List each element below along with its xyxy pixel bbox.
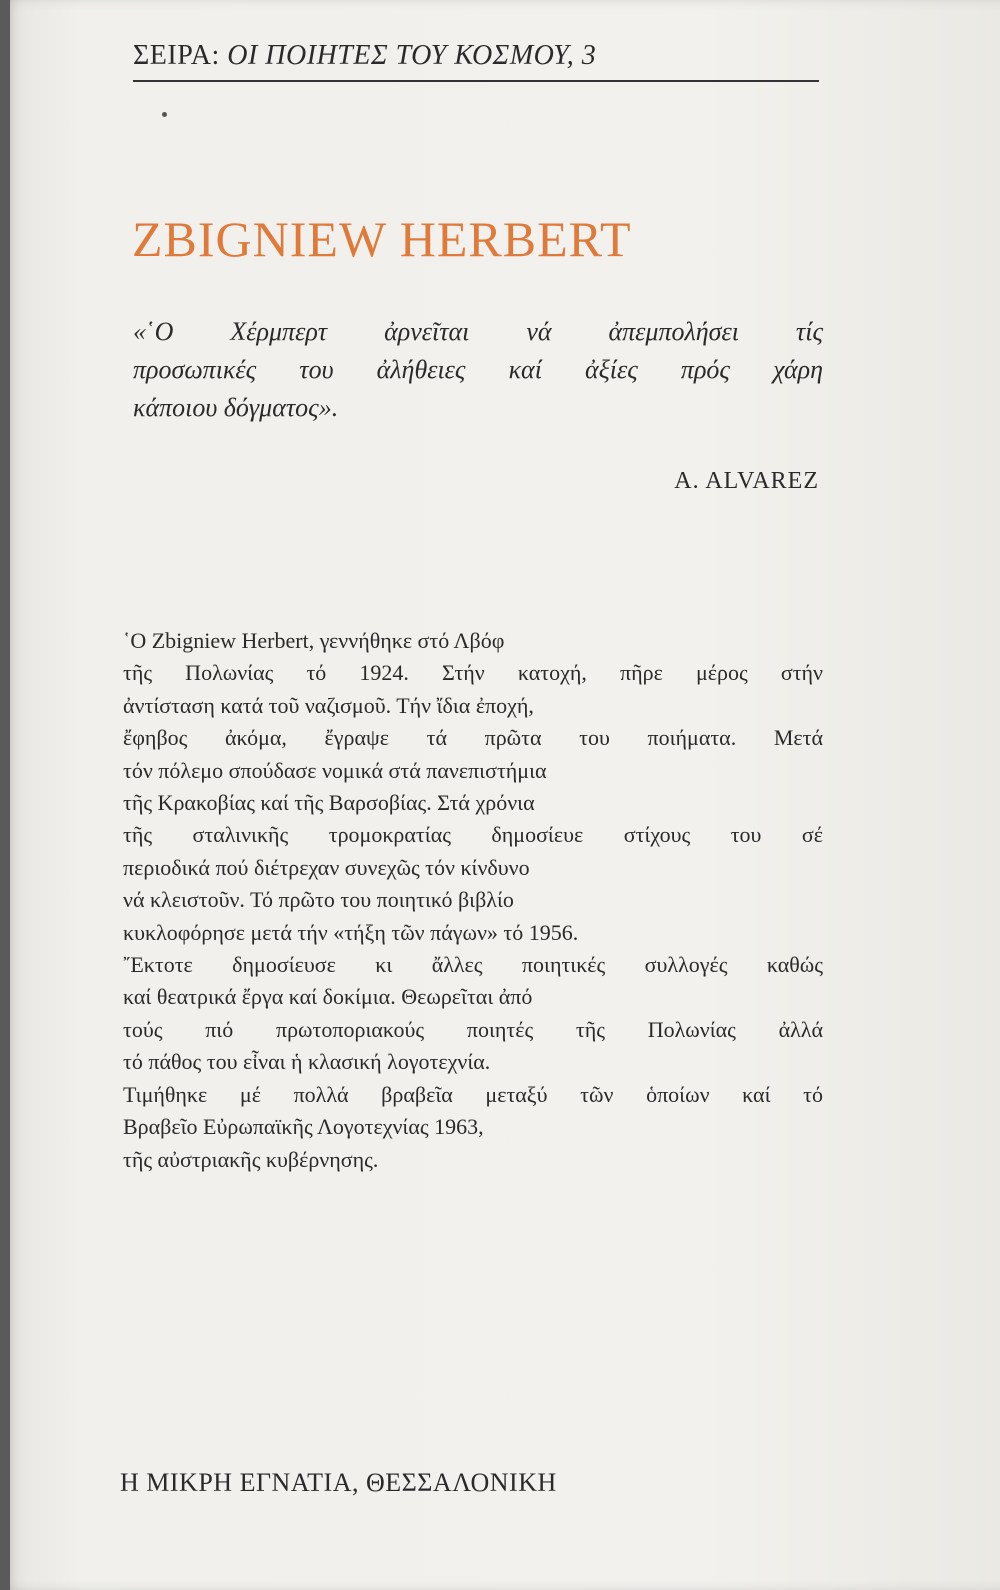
quote-line: προσωπικές του ἀλήθειες καί ἀξίες πρός χάρη [133,355,823,384]
bio-line: Βραβεῖο Εὐρωπαϊκῆς Λογοτεχνίας 1963, [123,1114,484,1140]
bio-line: νά κλειστοῦν. Τό πρῶτο του ποιητικό βιβλίο [123,887,514,913]
series-rule [133,80,819,82]
publisher-imprint: Η ΜΙΚΡΗ ΕΓΝΑΤΙΑ, ΘΕΣΣΑΛΟΝΙΚΗ [120,1468,557,1497]
bio-line: Τιμήθηκε μέ πολλά βραβεῖα μεταξύ τῶν ὁποίων καί τό [123,1081,823,1107]
series-title: ΟΙ ΠΟΙΗΤΕΣ ΤΟΥ ΚΟΣΜΟΥ, 3 [227,40,597,71]
bio-line: τούς πιό πρωτοποριακούς ποιητές τῆς Πολωνίας ἀλλά [123,1016,823,1042]
bio-line: τό πάθος του εἶναι ἡ κλασική λογοτεχνία. [123,1049,491,1075]
author-name: ZBIGNIEW HERBERT [132,211,632,267]
author-biography [123,625,823,1176]
series-prefix: ΣΕΙΡΑ: [133,40,228,71]
epigraph-quote [133,313,823,427]
quote-line: «῾Ο Χέρμπερτ ἀρνεῖται νά ἀπεμπολήσει τίς [133,317,823,346]
bio-line: ῾Ο Zbigniew Herbert, γεννήθηκε στό Λβόφ [123,628,505,653]
bio-line: καί θεατρικά ἔργα καί δοκίμια. Θεωρεῖται ἀπό [123,984,533,1010]
bio-line: τῆς Πολωνίας τό 1924. Στήν κατοχή, πῆρε μέρος στήν [123,660,823,686]
bio-line: ἔφηβος ἀκόμα, ἔγραψε τά πρῶτα του ποιήματα. Μετά [123,725,823,751]
series-heading [133,40,823,72]
quote-line: κάποιου δόγματος». [133,393,339,422]
bio-line: περιοδικά πού διέτρεχαν συνεχῶς τόν κίνδυνο [123,854,530,880]
bio-line: κυκλοφόρησε μετά τήν «τήξη τῶν πάγων» τό 1956. [123,919,579,945]
paper-speck [162,112,167,117]
quote-attribution: A. ALVAREZ [674,468,819,494]
bio-line: ῎Εκτοτε δημοσίευσε κι ἄλλες ποιητικές συλλογές καθώς [123,952,823,978]
bio-line: τῆς αὐστριακῆς κυβέρνησης. [123,1146,379,1172]
bio-line: τῆς σταλινικῆς τρομοκρατίας δημοσίευε στίχους του σέ [123,822,823,848]
bio-line: τόν πόλεμο σπούδασε νομικά στά πανεπιστήμια [123,757,547,783]
bio-line: τῆς Κρακοβίας καί τῆς Βαρσοβίας. Στά χρόνια [123,790,535,816]
book-spine-edge [0,0,10,1590]
bio-line: ἀντίσταση κατά τοῦ ναζισμοῦ. Τήν ἴδια ἐποχή, [123,692,534,718]
